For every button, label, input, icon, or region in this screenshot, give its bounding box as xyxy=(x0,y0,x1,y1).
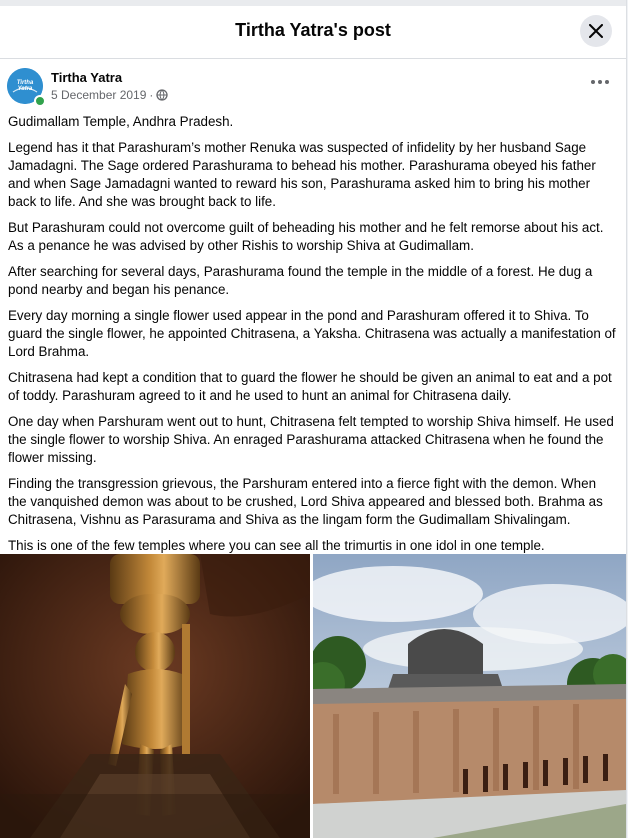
post-paragraph: Gudimallam Temple, Andhra Pradesh. xyxy=(8,114,234,129)
modal-header xyxy=(0,6,626,59)
online-status-dot xyxy=(34,95,46,107)
more-options-button[interactable] xyxy=(588,74,612,90)
globe-icon[interactable] xyxy=(156,89,168,101)
avatar-text: Tirtha Yatra xyxy=(16,80,34,92)
modal-title: Tirtha Yatra's post xyxy=(235,20,391,40)
post-text xyxy=(8,113,618,563)
post-paragraph: One day when Parshuram went out to hunt, Chitrasena felt tempted to worship Shiva himself. He used the single flower to worship Shiva. An enraged Parashurama attacked Chitrasena when he found the flower missing. xyxy=(8,414,614,465)
post-paragraph: Chitrasena had kept a condition that to guard the flower he should be given an animal to eat and a pot of toddy. Parashuram agreed to it and he used to hunt an animal for Chitrasena daily. xyxy=(8,370,612,403)
post-header xyxy=(7,68,619,108)
photo-temple[interactable] xyxy=(313,554,626,838)
post-paragraph: Finding the transgression grievous, the Parshuram entered into a fierce fight with the demon. When the vanquished demon was about to be crushed, Lord Shiva appeared and blessed both. Brahma as Chitrasena, Vishnu as Parasurama and Shiva as the lingam form the Gudimallam Shivalingam. xyxy=(8,476,603,527)
post-meta xyxy=(51,88,168,102)
post-paragraph: Legend has it that Parashuram’s mother Renuka was suspected of infidelity by her husband Sage Jamadagni. The Sage ordered Parashurama to behead his mother. Parashurama obeyed his father and when Sage Jamadagni wanted to reward his son, Parashurama asked him to bring his mother back to life. And she was brought back to life. xyxy=(8,140,596,209)
post-photos xyxy=(0,554,626,838)
post-date[interactable]: 5 December 2019 xyxy=(51,88,147,102)
temple-photo-image xyxy=(313,554,626,838)
photo-idol[interactable] xyxy=(0,554,310,838)
close-icon xyxy=(589,24,603,38)
post-paragraph: But Parashuram could not overcome guilt of beheading his mother and he felt remorse about his act. As a penance he was advised by other Rishis to worship Shiva at Gudimallam. xyxy=(8,220,604,253)
meta-separator: · xyxy=(149,88,154,102)
post-paragraph: This is one of the few temples where you can see all the trimurtis in one idol in one temple. xyxy=(8,538,545,553)
post-paragraph: After searching for several days, Parashurama found the temple in the middle of a forest. He dug a pond nearby and began his penance. xyxy=(8,264,593,297)
more-options-icon xyxy=(591,80,595,84)
author-name[interactable]: Tirtha Yatra xyxy=(51,70,123,85)
idol-photo-image xyxy=(0,554,310,838)
close-button[interactable] xyxy=(580,15,612,47)
post-paragraph: Every day morning a single flower used appear in the pond and Parashuram offered it to Shiva. To guard the single flower, he appointed Chitrasena, a Yaksha. Chitrasena was actually a manifestation of Lord Brahma. xyxy=(8,308,616,359)
